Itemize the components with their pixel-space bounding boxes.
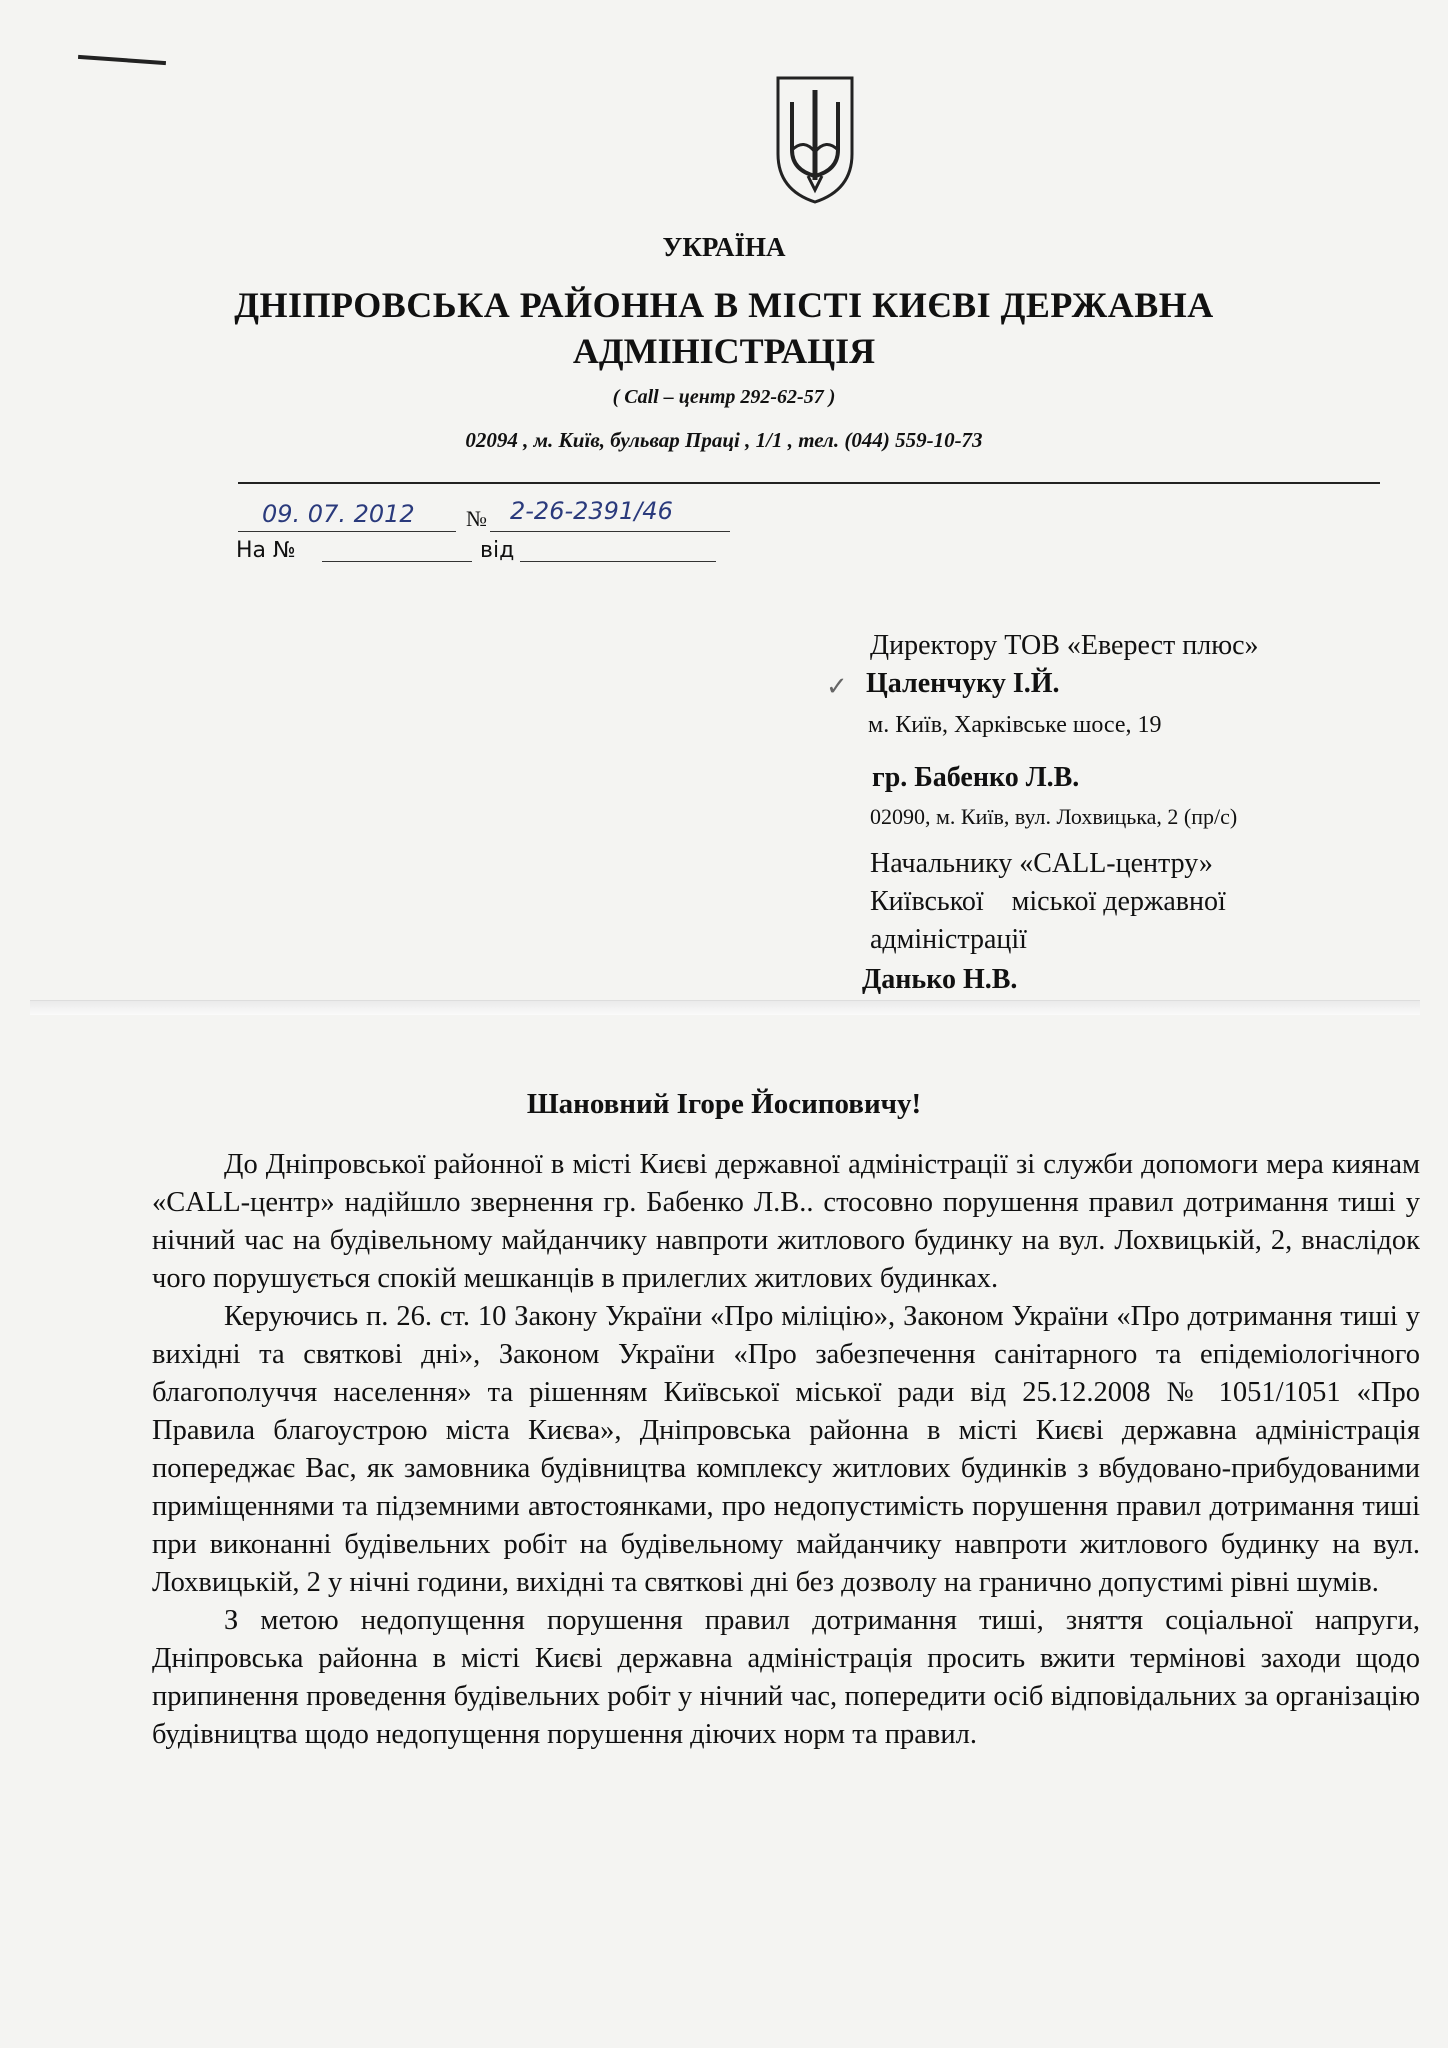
letter-paragraph-3: З метою недопущення порушення правил дотримання тиші, зняття соціальної напруги, Дніпровська районна в місті Києві державна адміністрація просить вжити термінові заходи щодо припинення проведення будівельних робіт у нічний час, попередити осіб відповідальних за організацію будівництва щодо недопущення порушення діючих норм та правил.	[152, 1605, 1420, 1750]
letter-paragraph-1: До Дніпровської районної в місті Києві державної адміністрації зі служби допомоги мера киянам «CALL-центр» надійшло звернення гр. Бабенко Л.В.. стосовно порушення правил дотримання тиші у нічний час на будівельному майданчику навпроти житлового будинку на вул. Лохвицькій, 2, внаслідок чого порушується спокій мешканців в прилеглих житлових будинках.	[152, 1149, 1420, 1294]
salutation: Шановний Ігоре Йосиповичу!	[526, 1088, 922, 1120]
letter-body	[152, 1146, 1420, 1754]
outgoing-date: 09. 07. 2012	[262, 500, 415, 528]
trident-coat-of-arms-icon	[770, 72, 860, 207]
number-underline	[490, 531, 730, 532]
check-mark-icon: ✓	[826, 672, 848, 702]
pen-mark	[78, 55, 166, 65]
recipient-1-title: Директору ТОВ «Еверест плюс»	[870, 630, 1259, 661]
call-center-phone: ( Call – центр 292-62-57 )	[612, 386, 836, 408]
header-rule	[238, 482, 1380, 484]
outgoing-number: 2-26-2391/46	[510, 497, 673, 525]
recipient-2-name: гр. Бабенко Л.В.	[872, 762, 1080, 793]
country-name: УКРАЇНА	[662, 232, 786, 262]
reply-to-label: На №	[236, 538, 296, 563]
reply-to-underline	[322, 561, 472, 562]
letter-paragraph-2: Керуючись п. 26. ст. 10 Закону України «Про міліцію», Законом України «Про дотримання тиші у вихідні та святкові дні», Законом України «Про забезпечення санітарного та епідеміологічного благополуччя населення» та рішенням Київської міської ради від 25.12.2008 № 1051/1051 «Про Правила благоустрою міста Києва», Дніпровська районна в місті Києві державна адміністрація попереджає Вас, як замовника будівництва комплексу житлових будинків з вбудовано-прибудованими приміщеннями та підземними автостоянками, про недопустимість порушення правил дотримання тиші при виконанні будівельних робіт на будівельному майданчику навпроти житлового будинку на вул. Лохвицькій, 2 у нічні години, вихідні та святкові дні без дозволу на гранично допустимі рівні шумів.	[152, 1301, 1420, 1598]
recipient-3-name: Данько Н.В.	[862, 964, 1018, 995]
administration-name-line-2: АДМІНІСТРАЦІЯ	[572, 331, 876, 371]
recipient-1-address: м. Київ, Харківське шосе, 19	[868, 712, 1162, 738]
recipient-3-title-line-1: Начальнику «CALL-центру»	[870, 848, 1213, 879]
administration-address: 02094 , м. Київ, бульвар Праці , 1/1 , тел. (044) 559-10-73	[465, 428, 983, 452]
recipient-3-title-line-3: адміністрації	[870, 924, 1027, 955]
paper-fold-line	[30, 1000, 1420, 1015]
from-label: від	[480, 538, 515, 563]
administration-name-line-1: ДНІПРОВСЬКА РАЙОННА В МІСТІ КИЄВІ ДЕРЖАВНА	[234, 285, 1214, 325]
from-underline	[520, 561, 716, 562]
recipient-2-address: 02090, м. Київ, вул. Лохвицька, 2 (пр/с)	[870, 804, 1238, 829]
recipient-1-name: Цаленчуку І.Й.	[866, 668, 1060, 699]
number-label: №	[466, 506, 487, 531]
recipient-3-title-line-2: Київської міської державної	[870, 886, 1226, 917]
date-underline	[238, 531, 456, 532]
